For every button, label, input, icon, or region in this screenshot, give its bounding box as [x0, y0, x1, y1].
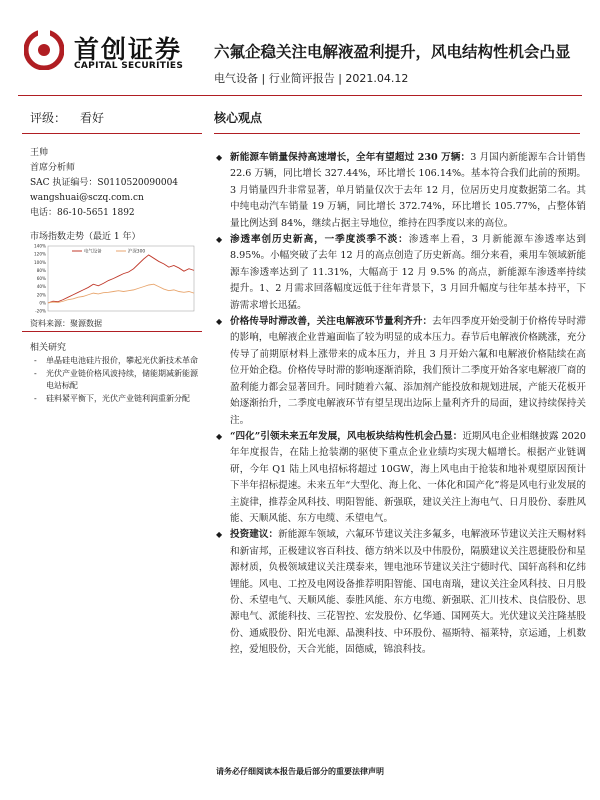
y-tick-label: 0%: [39, 300, 46, 306]
chart-plot-frame: [48, 246, 194, 311]
analyst-info: [30, 146, 178, 221]
core-points: [214, 150, 586, 659]
core-view-title: 核心观点: [214, 111, 263, 125]
diamond-bullet-icon: ◆: [216, 317, 223, 327]
related-research-list: [34, 355, 202, 406]
logo-name-en: CAPITAL SECURITIES: [74, 61, 184, 71]
logo-name-cn: 首创证券: [74, 35, 183, 64]
market-index-chart: [30, 243, 198, 315]
point-item: ◆ 渗透率创历史新高，一季度淡季不淡：渗透率上看，3 月新能源车渗透率达到 8.95%。小幅突破了去年 12 月的高点创造了历史新高。细分来看，乘用车领域新能源车渗透率达到了 11.31%，大幅高于 12 月 9.5% 的高点，新能源车渗透率持续提升。1、2 月需求回落幅度远低于往年背景下，3 月回升幅度与往年基本持平，下游需求增长迅猛。: [216, 234, 587, 311]
chart-title: 市场指数走势（最近 1 年）: [30, 232, 141, 242]
related-item[interactable]: - 光伏产业链价格风波持续，储能期减新能源电站标配: [34, 369, 198, 390]
point-item: ◆ “四化”引领未来五年发展，风电板块结构性机会凸显：近期风电企业相继披露 2020 年年度报告，在陆上抢装潮的驱使下重点企业业绩均实现大幅增长。根据产业链调研，今年 Q1 陆上风电招标将超过 10GW，海上风电由于抢装和地补观望原因预计下半年招标提速。未来五年“大型化、海上化、一体化和国产化”将是风电行业发展的主旋律，推荐金风科技、明阳智能、新强联，建议关注上海电气、日月股份、泰胜风能、天顺风能、东方电缆、禾望电气。: [216, 430, 586, 524]
y-tick-label: 20%: [36, 292, 46, 298]
series-line-2: [48, 284, 194, 303]
related-item[interactable]: - 硅料紧平衡下，光伏产业链利润重新分配: [34, 394, 190, 403]
analyst-email: wangshuai@sczq.com.cn: [30, 193, 144, 203]
diamond-bullet-icon: ◆: [216, 235, 223, 245]
point-item: ◆ 价格传导时滞改善，关注电解液环节量利齐升：去年四季度开始受制于价格传导时滞的影响，电解液企业普遍面临了较为明显的成本压力。春节后电解液价格跳涨，充分传导了前期原材料上涨带来的成本压力，并且 3 月开始六氟和电解液价格陆续在高位开始企稳。价格传导时滞的影响逐渐消除，我们预计二季度开始各家电解液厂商的盈利能力都会显著回升。同时随着六氟、添加剂产能投放和规划进展，产能天花板开始逐渐抬升，二季度电解液环节有望呈现出边际上量利齐升的局面，建议持续保持关注。: [216, 316, 587, 426]
diamond-bullet-icon: ◆: [216, 153, 223, 162]
y-tick-label: 40%: [36, 284, 46, 290]
analyst-cert: SAC 执证编号：S0110520090004: [30, 178, 179, 188]
diamond-bullet-icon: ◆: [216, 431, 223, 441]
report-subtitle: 电气设备 | 行业简评报告 | 2021.04.12: [214, 72, 409, 85]
analyst-phone: 电话：86-10-5651 1892: [30, 208, 135, 218]
y-tick-label: 60%: [36, 276, 46, 282]
logo-mark-icon: [24, 30, 64, 70]
y-tick-label: 80%: [36, 267, 46, 273]
chart-source: 资料来源：聚源数据: [30, 319, 102, 328]
series-line-1: [48, 255, 194, 303]
analyst-title: 首席分析师: [30, 163, 76, 173]
y-tick-label: 100%: [34, 259, 46, 265]
report-title: 六氟企稳关注电解液盈利提升，风电结构性机会凸显: [214, 43, 571, 61]
y-tick-label: 120%: [34, 251, 46, 257]
legend-label: 沪深300: [128, 249, 146, 255]
rating-label: 评级：: [30, 111, 67, 125]
right-divider: [214, 133, 580, 134]
y-tick-label: 140%: [34, 243, 46, 249]
related-research-title: 相关研究: [30, 343, 67, 353]
rating: [30, 109, 104, 126]
point-item: ◆ 投资建议：新能源车领域，六氟环节建议关注多氟多，电解液环节建议关注天赐材料和新宙邦，正极建议容百科技、德方纳米以及中伟股份，隔膜建议关注恩捷股份和星源材质，负极领域建议关注璞泰来，锂电池环节建议关注宁德时代、国轩高科和亿纬锂能。风电、工控及电网设备推荐明阳智能、国电南瑞，建议关注金风科技、日月股份、禾望电气、天顺风能、泰胜风能、东方电缆、新强联、汇川技术、良信股份、思源电气、派能科技、三花智控、宏发股份、亿华通、国网英大。光伏建议关注隆基股份、通威股份、阳光电源、晶澳科技、中环股份、福斯特、福莱特，京运通，上机数控，爱旭股份，天合光能，固德威，锦浪科技。: [216, 529, 587, 656]
rating-value: 看好: [80, 111, 105, 125]
legend-label: 电气设备: [84, 249, 102, 255]
company-logo: [24, 30, 204, 74]
left-divider: [22, 133, 202, 134]
chart-divider: [22, 331, 202, 332]
legal-footer: 请务必仔细阅读本报告最后部分的重要法律声明: [216, 766, 384, 776]
analyst-name: 王帅: [30, 148, 49, 158]
diamond-bullet-icon: ◆: [216, 530, 223, 540]
y-tick-label: -20%: [35, 308, 46, 314]
header-divider: [18, 95, 582, 96]
point-item: ◆ 新能源车销量保持高速增长，全年有望超过 230 万辆：3 月国内新能源车合计销售 22.6 万辆，同比增长 327.44%，环比增长 106.14%。基本符合我们此前的预期。3 月销量四升非常显著，单月销量仅次于去年 12 月，位居历史月度数据第二名。其中纯电动汽车销量 19 万辆，同比增长 372.74%，环比增长 105.77%，占整体销量比例达到 84%，继续占据主导地位，维持在四季度以来的高位。: [216, 152, 586, 229]
related-item[interactable]: - 单晶硅电池硅片报价，攀起光伏新技术革命: [34, 356, 198, 365]
